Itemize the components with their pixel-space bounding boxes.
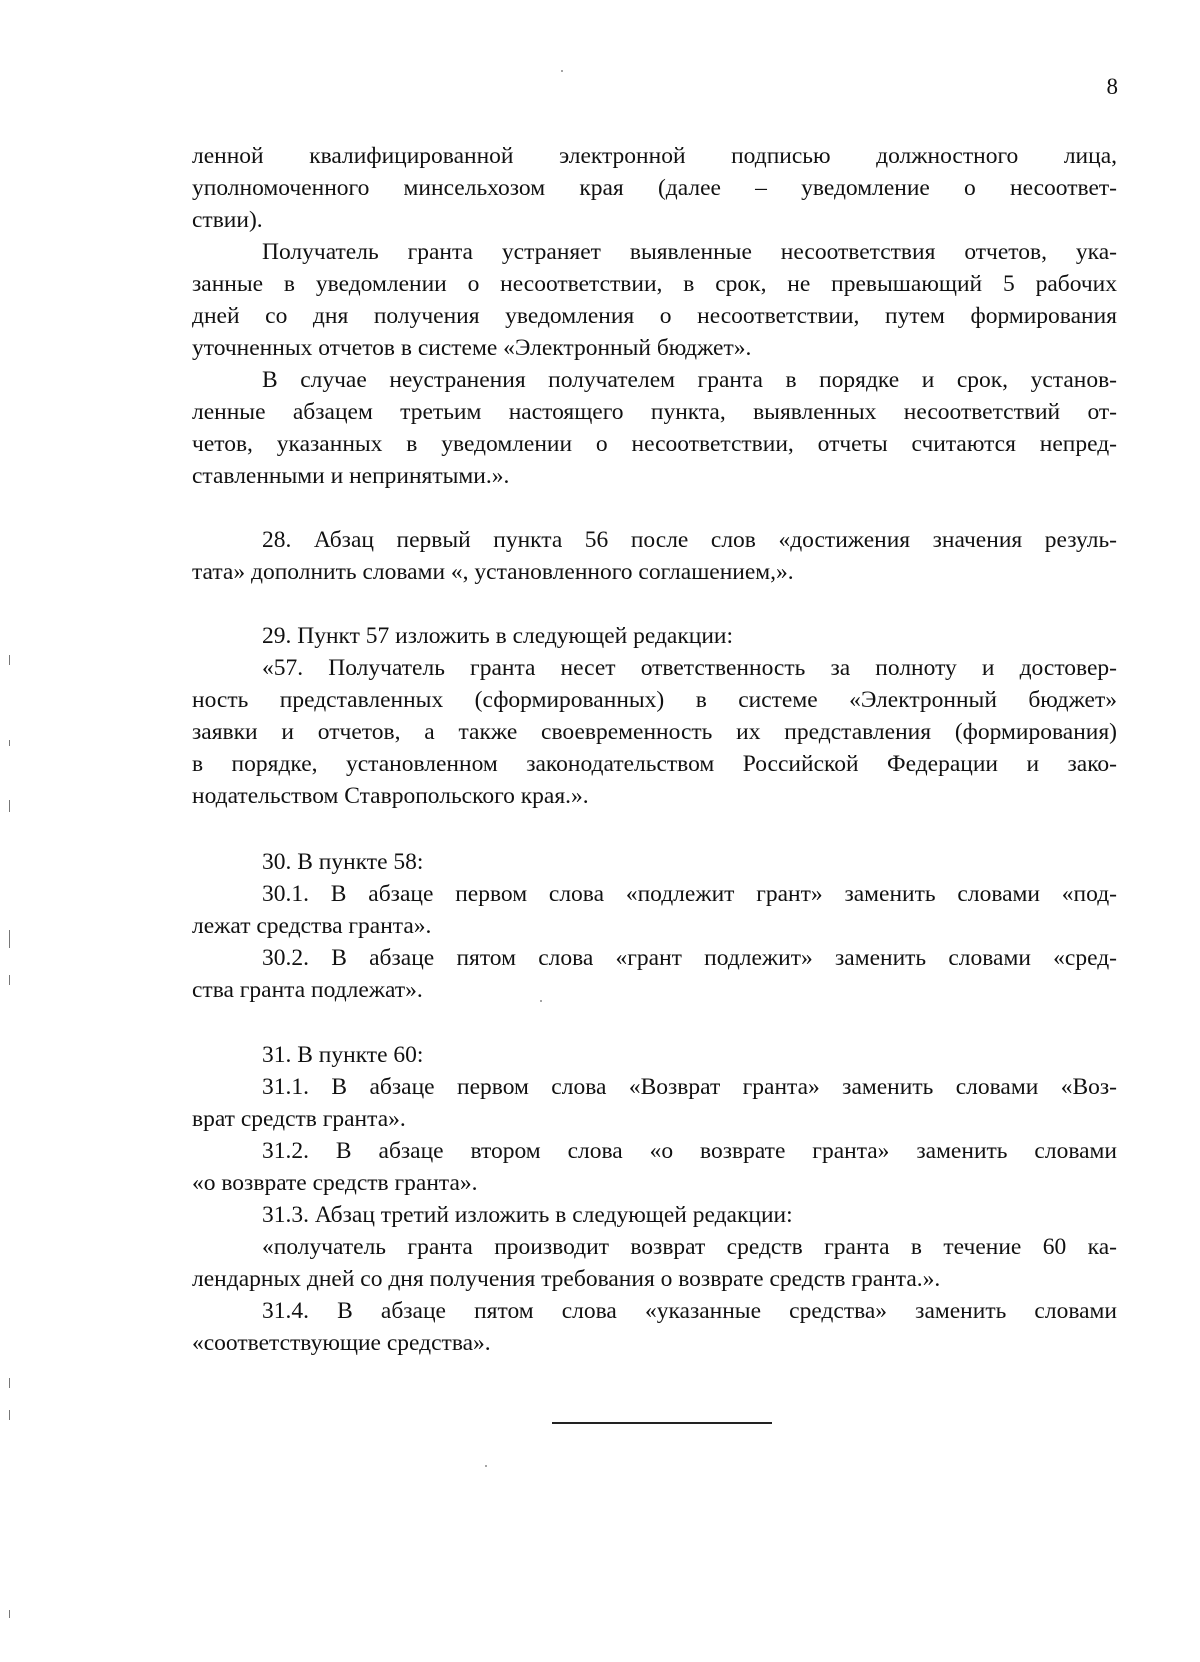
text-line: «получатель гранта производит возврат средств гранта в течение 60 ка- — [262, 1234, 1117, 1260]
text-line: ствии). — [192, 207, 263, 233]
text-line: врат средств гранта». — [192, 1106, 406, 1132]
text-line: нодательством Ставропольского края.». — [192, 783, 589, 809]
scan-mark — [9, 1610, 10, 1618]
text-line: занные в уведомлении о несоответствии, в срок, не превышающий 5 рабочих — [192, 271, 1117, 297]
text-line: ленной квалифицированной электронной подписью должностного лица, — [192, 143, 1117, 169]
text-line: 31.2. В абзаце втором слова «о возврате гранта» заменить словами — [262, 1138, 1117, 1164]
text-line: уточненных отчетов в системе «Электронный бюджет». — [192, 335, 752, 361]
text-line: уполномоченного минсельхозом края (далее – уведомление о несоответ- — [192, 175, 1117, 201]
scan-speck — [561, 70, 563, 72]
text-line: ства гранта подлежат». — [192, 977, 423, 1003]
text-line: ставленными и непринятыми.». — [192, 463, 510, 489]
text-line: лендарных дней со дня получения требования о возврате средств гранта.». — [192, 1266, 941, 1292]
text-line: 31.3. Абзац третий изложить в следующей редакции: — [262, 1202, 793, 1228]
scan-mark — [9, 655, 10, 665]
scan-mark — [9, 1378, 10, 1388]
text-line: ленные абзацем третьим настоящего пункта, выявленных несоответствий от- — [192, 399, 1117, 425]
text-line: «соответствующие средства». — [192, 1330, 491, 1356]
text-line: 31. В пункте 60: — [262, 1042, 424, 1068]
text-line: 31.1. В абзаце первом слова «Возврат гранта» заменить словами «Воз- — [262, 1074, 1117, 1100]
text-line: четов, указанных в уведомлении о несоответствии, отчеты считаются непред- — [192, 431, 1117, 457]
scan-mark — [9, 740, 10, 746]
text-line: «о возврате средств гранта». — [192, 1170, 478, 1196]
scan-mark — [9, 800, 10, 812]
closing-rule — [552, 1422, 772, 1424]
text-line: дней со дня получения уведомления о несоответствии, путем формирования — [192, 303, 1117, 329]
text-line: заявки и отчетов, а также своевременность их представления (формирования) — [192, 719, 1117, 745]
text-line: 30.1. В абзаце первом слова «подлежит грант» заменить словами «под- — [262, 881, 1117, 907]
scan-speck — [485, 1465, 487, 1467]
text-line: тата» дополнить словами «, установленного соглашением,». — [192, 559, 794, 585]
text-line: 29. Пункт 57 изложить в следующей редакции: — [262, 623, 734, 649]
text-line: 30. В пункте 58: — [262, 849, 424, 875]
text-line: 28. Абзац первый пункта 56 после слов «достижения значения резуль- — [262, 527, 1117, 553]
scan-speck — [540, 1000, 542, 1002]
text-line: «57. Получатель гранта несет ответственность за полноту и достовер- — [262, 655, 1117, 681]
text-line: лежат средства гранта». — [192, 913, 432, 939]
text-line: ность представленных (сформированных) в системе «Электронный бюджет» — [192, 687, 1117, 713]
text-line: 31.4. В абзаце пятом слова «указанные средства» заменить словами — [262, 1298, 1117, 1324]
scan-mark — [9, 1410, 10, 1420]
text-line: в порядке, установленном законодательством Российской Федерации и зако- — [192, 751, 1117, 777]
text-line: Получатель гранта устраняет выявленные несоответствия отчетов, ука- — [262, 239, 1117, 265]
scan-mark — [9, 930, 10, 948]
page-number: 8 — [1106, 74, 1118, 99]
scan-mark — [9, 975, 10, 985]
text-line: 30.2. В абзаце пятом слова «грант подлежит» заменить словами «сред- — [262, 945, 1117, 971]
text-line: В случае неустранения получателем гранта в порядке и срок, установ- — [262, 367, 1117, 393]
